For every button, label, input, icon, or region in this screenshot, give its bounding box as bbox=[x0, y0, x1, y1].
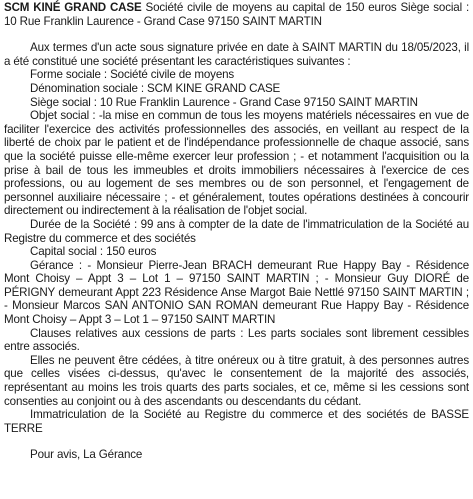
denomination-sociale: Dénomination sociale : SCM KINE GRAND CASE bbox=[30, 81, 281, 95]
capital-social: Capital social : 150 euros bbox=[30, 245, 157, 259]
immatriculation: Immatriculation de la Société au Registre du commerce et des sociétés de BASSE TERRE bbox=[4, 408, 469, 435]
forme-sociale: Forme sociale : Société civile de moyens bbox=[30, 68, 235, 82]
objet-social: Objet social : -la mise en commun de tous les moyens matériels nécessaires en vue de faciliter l'exercice des activités professionnelles des associés, en veillant au respect de la liberté de choix par le patient et de l'indépendance professionnelle de chaque associé, sans que la société puisse elle-même exercer leur profession ; - et notamment l'acquisition ou la prise à bail de tous les immeubles et droits immobiliers nécessaires à l'exercice de ces professions, ou au logement de ses membres ou de son personnel, et l'engagement de personnel auxiliaire nécessaire ; - et généralement, toutes opérations destinées à concourir directement ou indirectement à la réalisation de l'objet social. bbox=[4, 109, 469, 218]
siege-social: Siège social : 10 Rue Franklin Laurence - Grand Case 97150 SAINT MARTIN bbox=[30, 95, 418, 109]
cessions-conditions: Elles ne peuvent être cédées, à titre onéreux ou à titre gratuit, à des personnes autres que celles visées ci-dessus, qu'avec le consentement de la majorité des associés, représentant au moins les trois quarts des parts sociales, et ce, même si les cessions sont consenties au conjoint ou à des ascendants ou descendants du cédant. bbox=[4, 353, 469, 408]
acte-paragraph: Aux termes d'un acte sous signature privée en date à SAINT MARTIN du 18/05/2023, il a été constitué une société présentant les caractéristiques suivantes : bbox=[4, 41, 469, 68]
clauses-cessions: Clauses relatives aux cessions de parts : Les parts sociales sont librement cessibles entre associés. bbox=[4, 326, 469, 354]
gerance: Gérance : - Monsieur Pierre-Jean BRACH demeurant Rue Happy Bay - Résidence Mont Choisy – Appt 3 – Lot 1 – 97150 SAINT MARTIN ; - Monsieur Guy DIORÉ de PÉRIGNY demeurant Appt 223 Résidence Anse Margot Baie Nettlé 97150 SAINT MARTIN ; - Monsieur Marcos SAN ANTONIO SAN ROMAN demeurant Rue Happy Bay - Résidence Mont Choisy – Appt 3 – Lot 1 – 97150 SAINT MARTIN bbox=[4, 258, 469, 327]
signoff: Pour avis, La Gérance bbox=[30, 448, 143, 462]
notice-header bbox=[4, 1, 469, 28]
company-intro: Société civile de moyens au capital de 150 euros Siège social : 10 Rue Franklin Laurence - Grand Case 97150 SAINT MARTIN bbox=[4, 1, 470, 28]
duree-societe: Durée de la Société : 99 ans à compter de la date de l'immatriculation de la Société au Registre du commerce et des sociétés bbox=[4, 217, 469, 245]
company-name: SCM KINÉ GRAND CASE bbox=[4, 1, 142, 14]
